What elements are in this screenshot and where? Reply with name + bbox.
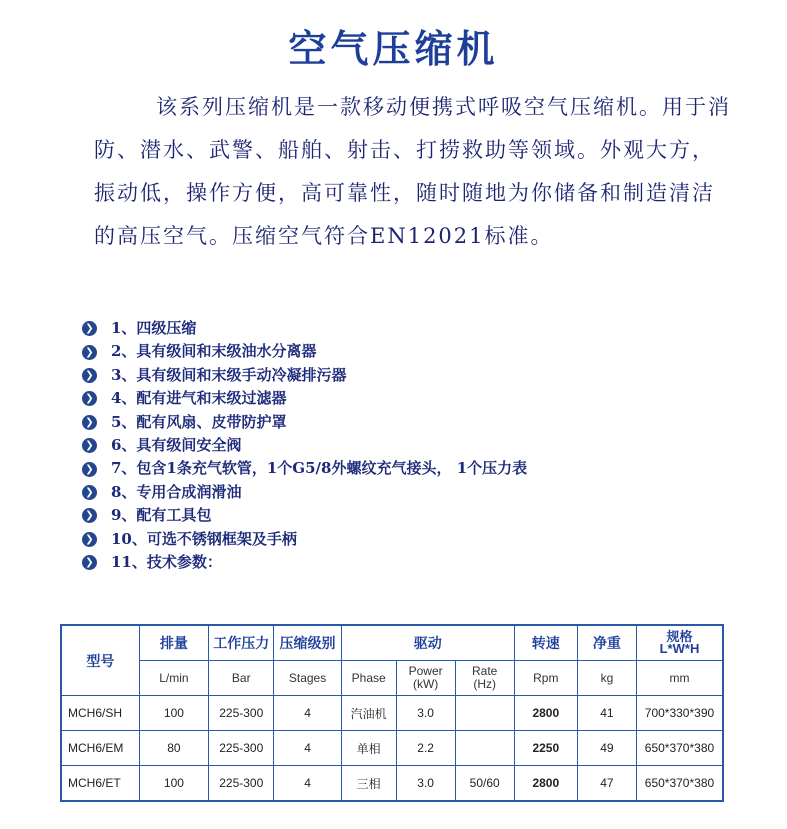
page-title: 空气压缩机	[288, 27, 499, 71]
list-item: ❯ 3、具有级间和末级手动冷凝排污器	[82, 364, 762, 387]
chevron-right-icon: ❯	[82, 415, 97, 430]
chevron-right-icon: ❯	[82, 485, 97, 500]
chevron-right-icon: ❯	[82, 321, 97, 336]
header-model: 型号	[61, 625, 139, 696]
chevron-right-icon: ❯	[82, 532, 97, 547]
chevron-right-icon: ❯	[82, 555, 97, 570]
spec-table	[60, 624, 724, 802]
header-drive: 驱动	[341, 625, 514, 661]
table-row: MCH6/ET 100 225-300 4 三相 3.0 50/60 2800 47 650*370*380	[61, 766, 723, 802]
list-item: ❯ 2、具有级间和末级油水分离器	[82, 340, 762, 363]
list-item: ❯ 9、配有工具包	[82, 504, 762, 527]
unit-rate: Rate (Hz)	[455, 661, 514, 696]
list-item: ❯ 11、技术参数：	[82, 551, 762, 574]
unit-kg: kg	[577, 661, 636, 696]
intro-text: 该系列压缩机是一款移动便携式呼吸空气压缩机。用于消防、潜水、武警、船舶、射击、打捞救助等领域。外观大方，振动低，操作方便，高可靠性，随时随地为你储备和制造清洁的高压空气。压缩空气符合EN12021标准。	[94, 95, 731, 248]
header-speed: 转速	[514, 625, 577, 661]
unit-lmin: L/min	[139, 661, 208, 696]
unit-phase: Phase	[341, 661, 396, 696]
list-item: ❯ 1、四级压缩	[82, 317, 762, 340]
unit-mm: mm	[636, 661, 723, 696]
header-dimensions: 规格 L*W*H	[636, 625, 723, 661]
chevron-right-icon: ❯	[82, 391, 97, 406]
list-item: ❯ 8、专用合成润滑油	[82, 481, 762, 504]
unit-bar: Bar	[209, 661, 274, 696]
chevron-right-icon: ❯	[82, 345, 97, 360]
chevron-right-icon: ❯	[82, 368, 97, 383]
header-stages: 压缩级别	[274, 625, 341, 661]
list-item: ❯ 4、配有进气和末级过滤器	[82, 387, 762, 410]
chevron-right-icon: ❯	[82, 462, 97, 477]
header-weight: 净重	[577, 625, 636, 661]
feature-list	[82, 317, 762, 574]
header-displacement: 排量	[139, 625, 208, 661]
list-item: ❯ 7、包含1条充气软管，1个G5/8外螺纹充气接头， 1个压力表	[82, 457, 762, 480]
table-row: MCH6/SH 100 225-300 4 汽油机 3.0 2800 41 700*330*390	[61, 696, 723, 731]
table-row: MCH6/EM 80 225-300 4 单相 2.2 2250 49 650*370*380	[61, 731, 723, 766]
unit-rpm: Rpm	[514, 661, 577, 696]
unit-stages: Stages	[274, 661, 341, 696]
list-item: ❯ 5、配有风扇、皮带防护罩	[82, 411, 762, 434]
header-pressure: 工作压力	[209, 625, 274, 661]
list-item: ❯ 10、可选不锈钢框架及手柄	[82, 528, 762, 551]
intro-paragraph	[94, 86, 734, 258]
chevron-right-icon: ❯	[82, 508, 97, 523]
chevron-right-icon: ❯	[82, 438, 97, 453]
list-item: ❯ 6、具有级间安全阀	[82, 434, 762, 457]
unit-power: Power (kW)	[396, 661, 455, 696]
